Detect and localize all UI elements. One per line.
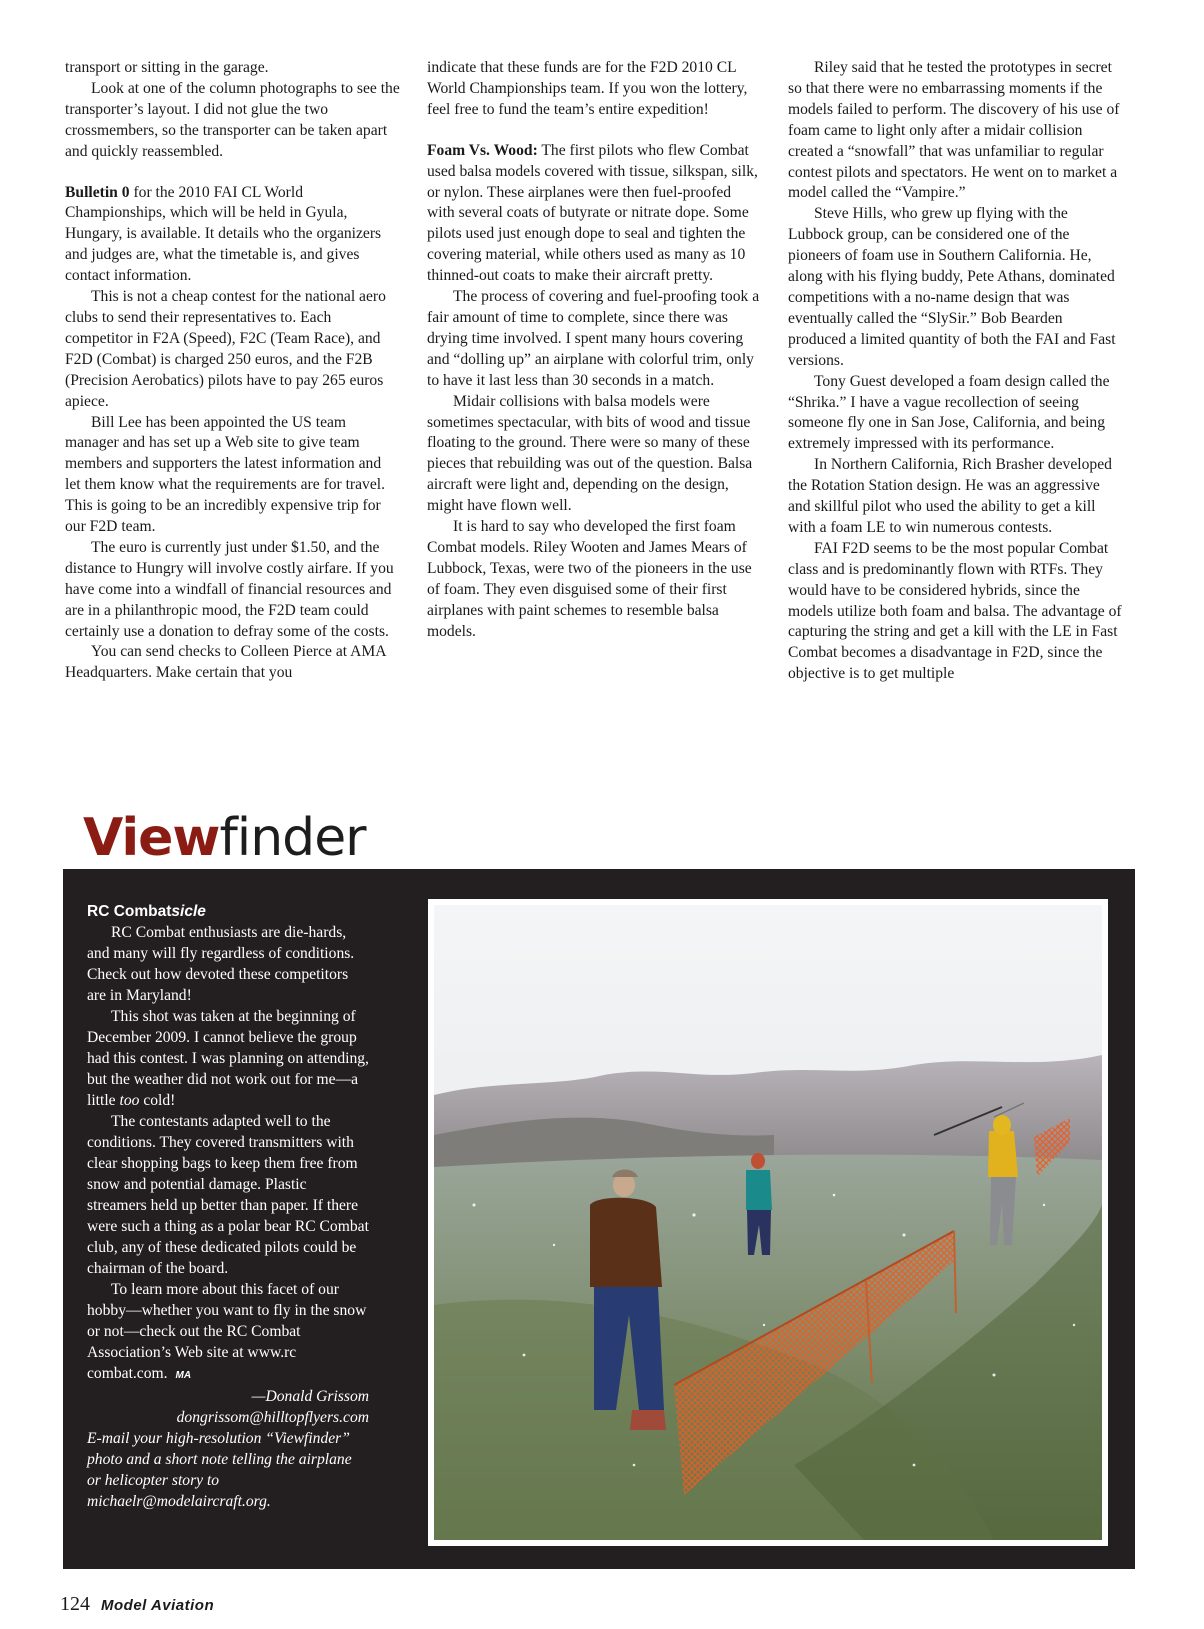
paragraph: Bulletin 0 for the 2010 FAI CL World Championships, which will be held in Gyula, Hungary, is available. It details who the organizers and judges are, what the timetable is, and gives contact information. [65, 183, 382, 285]
page-footer [60, 1593, 214, 1616]
viewfinder-title: RC Combatsicle [87, 903, 206, 920]
magazine-name: Model Aviation [101, 1597, 215, 1614]
viewfinder-heading: Viewfinder [83, 808, 366, 868]
viewfinder-photo [428, 899, 1108, 1546]
paragraph: transport or sitting in the garage. [65, 59, 269, 76]
end-mark: MA [175, 1370, 192, 1381]
author-name: —Donald Grissom [251, 1388, 369, 1405]
run-in-heading: Foam Vs. Wood: [427, 141, 538, 159]
paragraph: The process of covering and fuel-proofing took a fair amount of time to complete, since there was drying time involved. I spent many hours covering and “dolling up” an airplane with colorful trim, only to have it last less than 30 seconds in a match. [427, 288, 760, 389]
paragraph: Tony Guest developed a foam design called the “Shrika.” I have a vague recollection of seeing someone fly one in San Jose, California, and being extremely impressed with its performance. [788, 372, 1110, 453]
viewfinder-panel [63, 869, 1135, 1569]
paragraph: In Northern California, Rich Brasher developed the Rotation Station design. He was an aggressive and skillful pilot who used the ability to get a kill with a foam LE to win numerous contests. [788, 456, 1112, 536]
paragraph: RC Combat enthusiasts are die-hards, and many will fly regardless of conditions. Check out how devoted these competitors are in Maryland! [87, 924, 355, 1004]
paragraph: The euro is currently just under $1.50, and the distance to Hungry will involve costly airfare. If you have come into a windfall of financial resources and are in a philanthropic mood, the F2D team could certainly use a donation to defray some of the costs. [65, 538, 394, 640]
paragraph: Midair collisions with balsa models were sometimes spectacular, with bits of wood and tissue floating to the ground. There were so many of these pieces that rebuilding was out of the question. Balsa aircraft were light and, depending on the design, might have flown well. [427, 392, 753, 515]
article-column-2 [427, 58, 762, 642]
paragraph: It is hard to say who developed the first foam Combat models. Riley Wooten and James Mears of Lubbock, Texas, were two of the pioneers in the use of foam. They even disguised some of their first airplanes with paint schemes to resemble balsa models. [427, 518, 752, 640]
paragraph: Bill Lee has been appointed the US team manager and has set up a Web site to give team members and supporters the latest information and let them know what the requirements are for travel. This is going to be an incredibly expensive trip for our F2D team. [65, 413, 385, 536]
paragraph: To learn more about this facet of our hobby—whether you want to fly in the snow or not—check out the RC Combat Association’s Web site at www.rc combat.com. MA [87, 1281, 367, 1382]
snowy-field-photo [434, 905, 1102, 1540]
viewfinder-text [87, 901, 369, 1512]
author-email: dongrissom@hilltopflyers.com [176, 1409, 369, 1426]
article-column-3 [788, 58, 1123, 685]
paragraph: This is not a cheap contest for the national aero clubs to send their representatives to. Each competitor in F2A (Speed), F2C (Team Race), and F2D (Combat) is charged 250 euros, and the F2B (Precision Aerobatics) pilots have to pay 265 euros apiece. [65, 288, 386, 410]
paragraph: Riley said that he tested the prototypes in secret so that there were no embarrassing moments if the models failed to perform. The discovery of his use of foam came to light only after a midair collision created a “snowfall” that was unfamiliar to regular contest pilots and spectators. He went on to market a model called the “Vampire.” [788, 59, 1120, 202]
page-number: 124 [60, 1593, 90, 1615]
paragraph: You can send checks to Colleen Pierce at AMA Headquarters. Make certain that you [65, 643, 386, 682]
paragraph: Steve Hills, who grew up flying with the Lubbock group, can be considered one of the pioneers of foam use in Southern California. He, along with his flying buddy, Pete Athans, dominated competitions with a no-name design that was eventually called the “SlySir.” Bob Bearden produced a limited quantity of both the FAI and Fast versions. [788, 205, 1116, 369]
article-column-1 [65, 58, 400, 684]
submission-note: E-mail your high-resolution “Viewfinder” photo and a short note telling the airplane or helicopter story to michaelr@modelaircraft.org. [87, 1430, 352, 1510]
paragraph: indicate that these funds are for the F2D 2010 CL World Championships team. If you won the lottery, feel free to fund the team’s entire expedition! [427, 59, 748, 118]
run-in-heading: Bulletin 0 [65, 183, 130, 201]
paragraph: Foam Vs. Wood: The first pilots who flew Combat used balsa models covered with tissue, silkspan, silk, or nylon. These airplanes were then fuel-proofed with several coats of butyrate or nitrate dope. Some pilots used just enough dope to seal and tighten the covering material, while others used as many as 10 thinned-out coats to make their aircraft pretty. [427, 141, 758, 285]
paragraph: This shot was taken at the beginning of December 2009. I cannot believe the group had this contest. I was planning on attending, but the weather did not work out for me—a little too cold! [87, 1008, 369, 1109]
paragraph: The contestants adapted well to the conditions. They covered transmitters with clear shopping bags to keep them free from snow and potential damage. Plastic streamers held up better than paper. If there were such a thing as a polar bear RC Combat club, any of these dedicated pilots could be chairman of the board. [87, 1113, 369, 1277]
paragraph: Look at one of the column photographs to see the transporter’s layout. I did not glue the two crossmembers, so the transporter can be taken apart and quickly reassembled. [65, 79, 400, 160]
paragraph: FAI F2D seems to be the most popular Combat class and is predominantly flown with RTFs. They would have to be considered hybrids, since the models utilize both foam and balsa. The advantage of capturing the string and get a kill with the LE in Fast Combat becomes a disadvantage in F2D, since the objective is to get multiple [788, 539, 1122, 683]
